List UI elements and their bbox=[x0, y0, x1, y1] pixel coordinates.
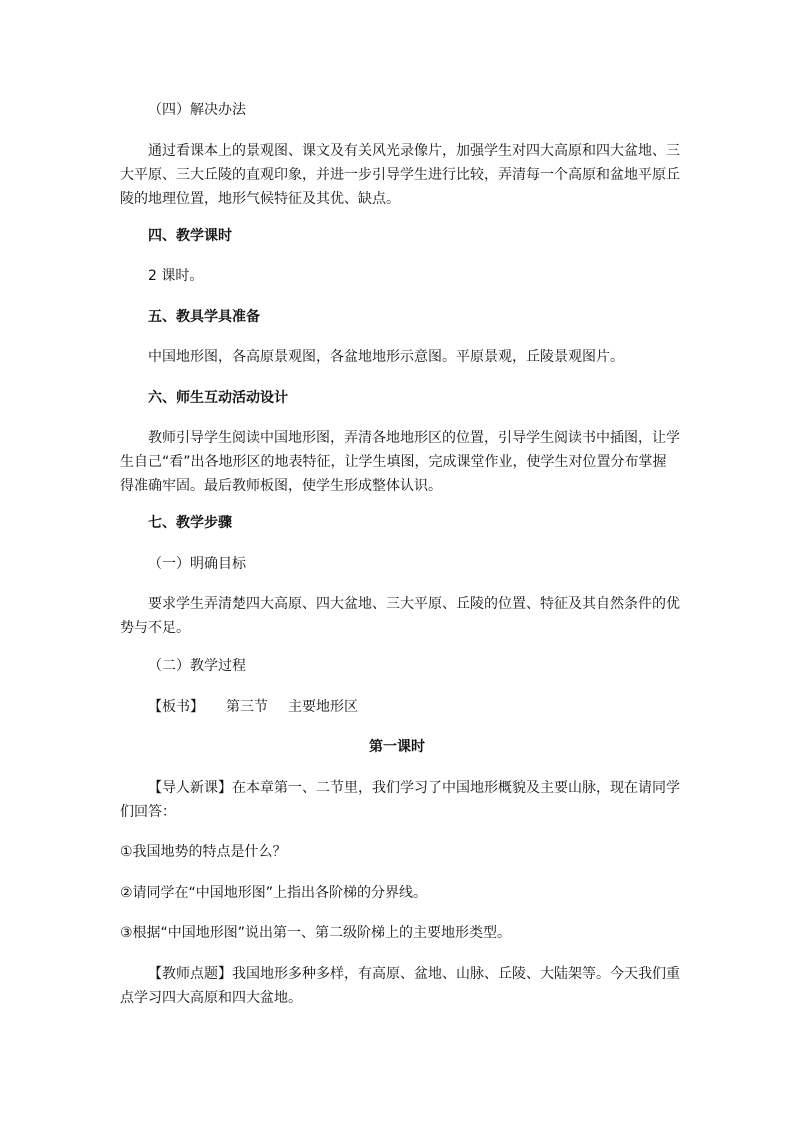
question-item: ③根据“中国地形图”说出第一、第二级阶梯上的主要地形类型。 bbox=[120, 925, 512, 941]
paragraph-line: 生自己“看”出各地形区的地表特征，让学生填图，完成课堂作业，使学生对位置分布掌握 bbox=[120, 454, 667, 470]
teaching-tools-text: 中国地形图，各高原景观图，各盆地地形示意图。平原景观，丘陵景观图片。 bbox=[148, 349, 624, 365]
paragraph-line: 势与不足。 bbox=[120, 620, 190, 636]
lesson-title: 第一课时 bbox=[369, 739, 425, 755]
paragraph-line: 大平原、三大丘陵的直观印象，并进一步引导学生进行比较，弄清每一个高原和盆地平原丘 bbox=[120, 167, 680, 183]
board-label: 【板书】 bbox=[148, 699, 204, 715]
board-section: 第三节 bbox=[226, 699, 268, 715]
section-heading-lesson-hours: 四、教学课时 bbox=[148, 228, 232, 244]
section-heading-teaching-tools: 五、教具学具准备 bbox=[148, 309, 260, 325]
paragraph-line: 【教师点题】我国地形多种多样，有高原、盆地、山脉、丘陵、大陆架等。今天我们重 bbox=[148, 966, 680, 982]
subsection-heading-goals: （一）明确目标 bbox=[148, 556, 246, 572]
question-item: ①我国地势的特点是什么？ bbox=[120, 844, 287, 860]
paragraph-line: 要求学生弄清楚四大高原、四大盆地、三大平原、丘陵的位置、特征及其自然条件的优 bbox=[148, 596, 680, 612]
paragraph-line: 们回答： bbox=[120, 804, 176, 820]
paragraph-line: 陵的地理位置，地形气候特征及其优、缺点。 bbox=[120, 191, 400, 207]
subsection-heading-process: （二）教学过程 bbox=[148, 658, 246, 674]
paragraph-line: 教师引导学生阅读中国地形图，弄清各地地形区的位置，引导学生阅读书中插图，让学 bbox=[148, 430, 680, 446]
lesson-count-text: 2 课时。 bbox=[148, 268, 204, 284]
paragraph-line: 【导人新课】在本章第一、二节里，我们学习了中国地形概貌及主要山脉，现在请同学 bbox=[148, 780, 680, 796]
board-title: 主要地形区 bbox=[288, 699, 358, 715]
paragraph-line: 得准确牢固。最后教师板图，使学生形成整体认识。 bbox=[120, 478, 442, 494]
question-item: ②请同学在“中国地形图”上指出各阶梯的分界线。 bbox=[120, 885, 428, 901]
paragraph-line: 点学习四大高原和四大盆地。 bbox=[120, 990, 302, 1006]
section-heading-interaction: 六、师生互动活动设计 bbox=[148, 390, 288, 406]
subsection-heading-solutions: （四）解决办法 bbox=[148, 102, 246, 118]
paragraph-line: 通过看课本上的景观图、课文及有关风光录像片，加强学生对四大高原和四大盆地、三 bbox=[148, 143, 680, 159]
section-heading-teaching-steps: 七、教学步骤 bbox=[148, 515, 232, 531]
